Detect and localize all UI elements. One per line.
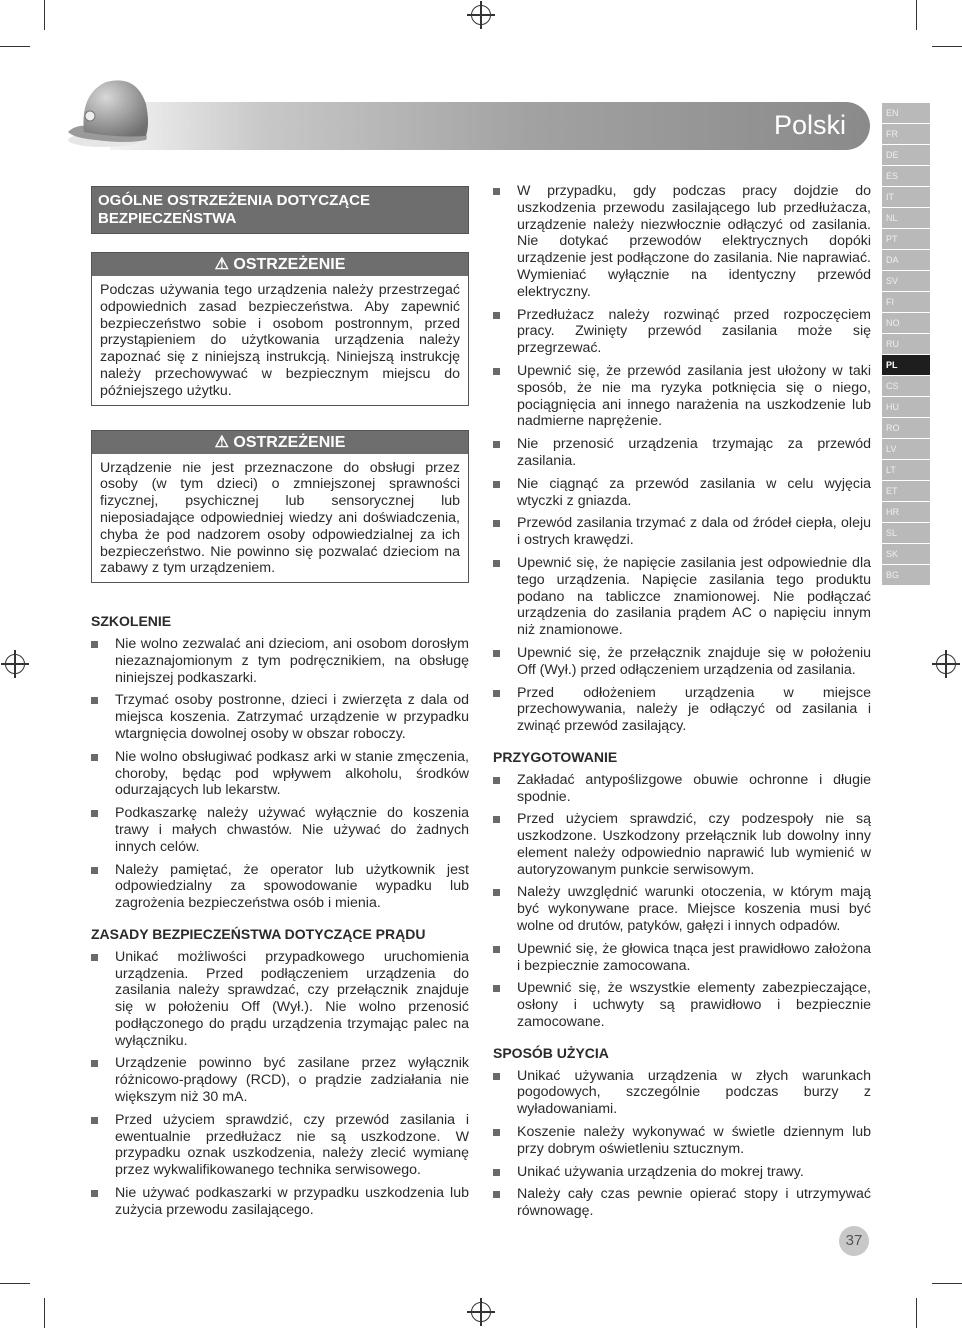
language-tab-sl[interactable]: SL (882, 523, 930, 543)
section-title: ZASADY BEZPIECZEŃSTWA DOTYCZĄCE PRĄDU (91, 925, 426, 942)
warning-icon: ⚠ (214, 256, 229, 273)
warning-box (91, 252, 469, 406)
item-text: Przedłużacz należy rozwinąć przed rozpoczęciem pracy. Zwinięty przewód zasilania może się przegrzewać. (517, 306, 871, 357)
registration-mark-icon (5, 654, 25, 674)
section-1 (493, 183, 871, 735)
crop-mark (916, 0, 917, 30)
item-text: Przed użyciem sprawdzić, czy podzespoły nie są uszkodzone. Uszkodzony przełącznik lub dowolny inny element należy odpowiednio naprawić lub wymienić w autoryzowanym punkcie serwisowym. (517, 811, 871, 878)
bullet-icon (91, 1117, 98, 1124)
item-text: Koszenie należy wykonywać w świetle dziennym lub przy dobrym oświetleniu sztucznym. (517, 1124, 871, 1157)
bullet-icon (493, 481, 500, 488)
bullet-icon (91, 1060, 98, 1067)
list-item (493, 436, 871, 470)
list-item (493, 1068, 871, 1118)
bullet-icon (91, 697, 98, 704)
warning-text: Podczas używania tego urządzenia należy przestrzegać odpowiednich zasad bezpieczeństwa. Aby zapewnić bezpieczeństwo sobie i osobom postronnym, przed przystąpieniem do użytkowania urządzenia należy zapoznać się z niniejszą instrukcją. Niniejszą instrukcję należy przechowywać w bezpiecznym miejscu do późniejszego użytku. (100, 282, 460, 399)
section-2 (493, 749, 871, 1031)
list-item (493, 811, 871, 878)
item-text: W przypadku, gdy podczas pracy dojdzie do uszkodzenia przewodu zasilającego lub przedłużacza, urządzenie należy niezwłocznie odłączyć od zasilania. Nie dotykać przewodów elektrycznych dopóki urządzenie jest podłączone do zasilania. Nie naprawiać. Wymieniać wyłącznie na identyczny przewód elektryczny. (517, 183, 871, 300)
section-heading: OGÓLNE OSTRZEŻENIA DOTYCZĄCE BEZPIECZEŃSTWA (91, 186, 469, 234)
language-tab-fr[interactable]: FR (882, 124, 930, 144)
warning-box (91, 430, 469, 584)
language-tab-sv[interactable]: SV (882, 271, 930, 291)
warning-text: Urządzenie nie jest przeznaczone do obsługi przez osoby (w tym dzieci) o zmniejszonej sprawności fizycznej, psychicznej lub sensorycznej lub nieposiadające odpowiedniej wiedzy ani doświadczenia, chyba że pod nadzorem osoby odpowiedzialnej za ich bezpieczeństwo. Nie powinno się pozwalać dzieciom na zabawy z tym urządzeniem. (100, 459, 460, 577)
item-text: Nie wolno zezwalać ani dzieciom, ani osobom dorosłym niezaznajomionym z tym podręcznikiem, na obsługę niniejszej podkaszarki. (115, 635, 469, 686)
item-text: Upewnić się, że przełącznik znajduje się w położeniu Off (Wył.) przed odłączeniem urządzenia od zasilania. (517, 644, 871, 678)
helmet-icon (66, 74, 152, 150)
list-item (493, 476, 871, 510)
item-text: Upewnić się, że głowica tnąca jest prawidłowo założona i bezpiecznie zamocowana. (517, 940, 871, 974)
bullet-icon (493, 946, 500, 953)
item-text: Przewód zasilania trzymać z dala od źródeł ciepła, oleju i ostrych krawędzi. (517, 515, 871, 549)
crop-mark (916, 1298, 917, 1328)
list-item (493, 555, 871, 639)
bullet-icon (493, 777, 500, 784)
language-tab-bg[interactable]: BG (882, 565, 930, 585)
list-item (493, 515, 871, 549)
language-tab-cs[interactable]: CS (882, 376, 930, 396)
language-tab-de[interactable]: DE (882, 145, 930, 165)
page-title: Polski (773, 110, 846, 140)
bullet-icon (493, 650, 500, 657)
crop-mark (0, 1283, 30, 1284)
bullet-icon (493, 690, 500, 697)
bullet-icon (493, 985, 500, 992)
list-item (493, 1186, 871, 1220)
list-item (91, 636, 469, 686)
list-item (91, 805, 469, 855)
crop-mark (0, 46, 30, 47)
language-tabs (882, 103, 930, 586)
item-text: Upewnić się, że przewód zasilania jest ułożony w taki sposób, że nie ma ryzyka potknięcia się o niego, pociągnięcia ani innego narażenia na uszkodzenie lub nadmierne naprężenie. (517, 362, 871, 430)
list-item (91, 1185, 469, 1219)
list-item (493, 307, 871, 357)
list-item (91, 862, 469, 912)
language-tab-da[interactable]: DA (882, 250, 930, 270)
list-item (493, 980, 871, 1030)
item-text: Unikać używania urządzenia do mokrej trawy. (517, 1163, 804, 1180)
list-item (91, 1055, 469, 1105)
bullet-icon (493, 1073, 500, 1080)
language-tab-pt[interactable]: PT (882, 229, 930, 249)
language-tab-hu[interactable]: HU (882, 397, 930, 417)
crop-mark (44, 1298, 45, 1328)
bullet-icon (493, 889, 500, 896)
list-item (493, 772, 871, 806)
crop-mark (932, 46, 962, 47)
language-tab-lv[interactable]: LV (882, 439, 930, 459)
list-item (493, 685, 871, 735)
item-text: Nie przenosić urządzenia trzymając za przewód zasilania. (517, 436, 871, 469)
list-item (91, 692, 469, 742)
language-tab-fi[interactable]: FI (882, 292, 930, 312)
item-text: Urządzenie powinno być zasilane przez wyłącznik różnicowo-prądowy (RCD), o prądzie zadziałania nie większym niż 30 mA. (115, 1055, 469, 1106)
list-item (91, 749, 469, 799)
warning-header: ⚠ OSTRZEŻENIE (92, 253, 468, 276)
item-text: Nie wolno obsługiwać podkasz arki w stanie zmęczenia, choroby, będąc pod wpływem alkoholu, środków odurzających lub lekarstw. (115, 748, 469, 799)
item-text: Przed odłożeniem urządzenia w miejsce przechowywania, należy je odłączyć od zasilania i zwinąć przewód zasilający. (517, 684, 871, 735)
section-1 (91, 926, 469, 1219)
crop-mark (44, 0, 45, 30)
bullet-icon (493, 1169, 500, 1176)
list-item (493, 363, 871, 430)
bullet-icon (493, 520, 500, 527)
bullet-icon (493, 1129, 500, 1136)
registration-mark-icon (936, 654, 956, 674)
language-tab-no[interactable]: NO (882, 313, 930, 333)
bullet-icon (493, 312, 500, 319)
list-item (91, 949, 469, 1050)
bullet-icon (493, 441, 500, 448)
language-tab-pl[interactable]: PL (882, 355, 930, 375)
warning-icon: ⚠ (214, 433, 229, 451)
item-text: Należy cały czas pewnie opierać stopy i utrzymywać równowagę. (517, 1186, 871, 1220)
item-text: Upewnić się, że wszystkie elementy zabezpieczające, osłony i uchwyty są prawidłowo i bezpiecznie zamocowane. (517, 980, 871, 1031)
language-tab-en[interactable]: EN (882, 103, 930, 123)
language-tab-lt[interactable]: LT (882, 460, 930, 480)
list-item (493, 941, 871, 975)
item-text: Trzymać osoby postronne, dzieci i zwierzęta z dala od miejsca koszenia. Zatrzymać urządzenie w przypadku wtargnięcia dowolnej osoby w obszar roboczy. (115, 692, 469, 742)
language-tab-ru[interactable]: RU (882, 334, 930, 354)
language-tab-et[interactable]: ET (882, 481, 930, 501)
bullet-icon (91, 1190, 98, 1197)
bullet-icon (493, 368, 500, 375)
list-item (493, 645, 871, 679)
item-text: Unikać możliwości przypadkowego uruchomienia urządzenia. Przed podłączeniem urządzenia do zasilania należy sprawdzać, czy przełącznik znajduje się w położeniu Off (Wył.). Nie wolno przenosić podłączonego do prądu urządzenia trzymając palec na wyłączniku. (115, 948, 469, 1049)
right-column (493, 183, 871, 1234)
section-3 (493, 1045, 871, 1220)
item-text: Zakładać antypoślizgowe obuwie ochronne i długie spodnie. (517, 771, 871, 805)
section-title: SPOSÓB UŻYCIA (493, 1044, 609, 1061)
item-text: Należy uwzględnić warunki otoczenia, w którym mają być wykonywane prace. Miejsce koszenia musi być wolne od drutów, patyków, gałęzi i innych odpadów. (517, 884, 871, 935)
item-text: Unikać używania urządzenia w złych warunkach pogodowych, szczególnie podczas burzy z wyładowaniami. (517, 1067, 871, 1118)
bullet-icon (493, 816, 500, 823)
bullet-icon (91, 754, 98, 761)
language-tab-es[interactable]: ES (882, 166, 930, 186)
section-title: PRZYGOTOWANIE (493, 748, 618, 765)
item-text: Upewnić się, że napięcie zasilania jest odpowiednie dla tego urządzenia. Napięcie zasilania tego produktu podano na tabliczce znamionowej. Nie podłączać urządzenia do zasilania prądem AC o napięciu innym niż znamionowe. (517, 554, 871, 639)
page-number: 37 (839, 1226, 869, 1256)
list-item (493, 183, 871, 301)
language-tab-nl[interactable]: NL (882, 208, 930, 228)
item-text: Nie używać podkaszarki w przypadku uszkodzenia lub zużycia przewodu zasilającego. (115, 1185, 469, 1218)
language-tab-sk[interactable]: SK (882, 544, 930, 564)
header-banner (110, 102, 870, 150)
item-text: Podkaszarkę należy używać wyłącznie do koszenia trawy i małych chwastów. Nie używać do żadnych innych celów. (115, 805, 469, 855)
bullet-icon (91, 867, 98, 874)
bullet-icon (91, 641, 98, 648)
bullet-icon (493, 1191, 500, 1198)
section-title: SZKOLENIE (91, 613, 172, 630)
language-tab-hr[interactable]: HR (882, 502, 930, 522)
crop-mark (932, 1283, 962, 1284)
list-item (91, 1112, 469, 1179)
item-text: Przed użyciem sprawdzić, czy przewód zasilania i ewentualnie przedłużacz nie są uszkodzone. W przypadku oznak uszkodzenia, należy zlecić wymianę przez wykwalifikowanego technika serwisowego. (115, 1111, 469, 1179)
section-0 (91, 613, 469, 912)
list-item (493, 1164, 871, 1181)
list-item (493, 1124, 871, 1158)
language-tab-it[interactable]: IT (882, 187, 930, 207)
item-text: Należy pamiętać, że operator lub użytkownik jest odpowiedzialny za spowodowanie wypadku lub zagrożenia bezpieczeństwa osób i mienia. (115, 861, 469, 912)
bullet-icon (493, 560, 500, 567)
left-column (91, 186, 469, 1233)
bullet-icon (493, 188, 500, 195)
registration-mark-icon (471, 1302, 491, 1322)
language-tab-ro[interactable]: RO (882, 418, 930, 438)
list-item (493, 884, 871, 934)
warning-header: ⚠ OSTRZEŻENIE (92, 431, 468, 454)
bullet-icon (91, 954, 98, 961)
registration-mark-icon (471, 5, 491, 25)
bullet-icon (91, 810, 98, 817)
item-text: Nie ciągnąć za przewód zasilania w celu wyjęcia wtyczki z gniazda. (517, 475, 871, 509)
